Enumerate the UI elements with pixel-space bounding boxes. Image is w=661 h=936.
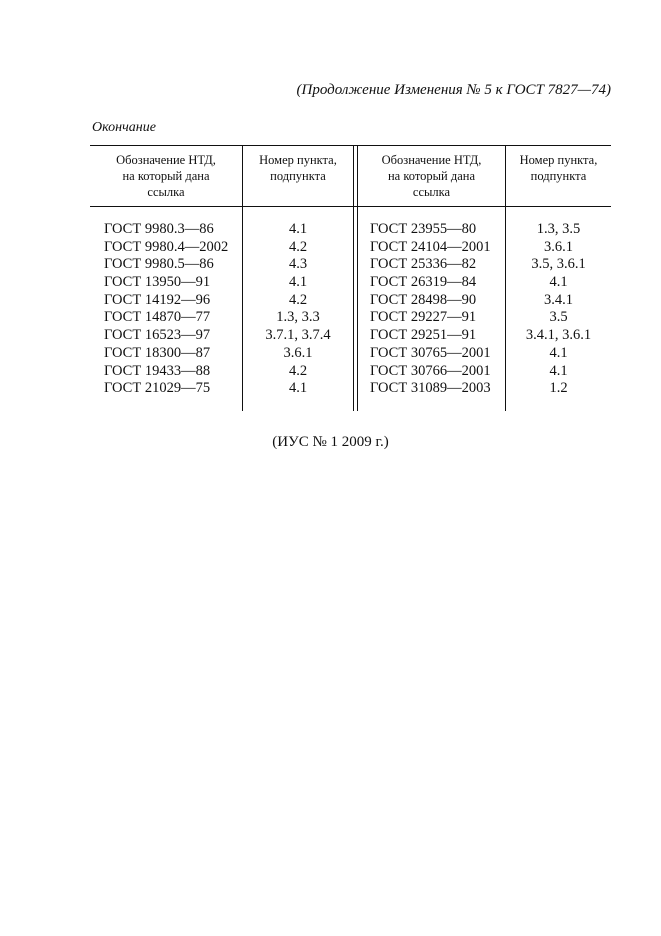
table-cell: 3.5, 3.6.1	[531, 256, 586, 273]
table-cell: ГОСТ 30766—2001	[370, 362, 491, 379]
table-cell: ГОСТ 19433—88	[104, 362, 211, 379]
table-cell: 3.6.1	[283, 344, 313, 361]
table-cell: 4.1	[549, 274, 568, 291]
table-cell: 4.1	[288, 274, 308, 291]
table-cell: ГОСТ 13950—91	[104, 274, 211, 291]
table-cell: ГОСТ 18300—87	[104, 344, 211, 361]
table-cell: ГОСТ 24104—2001	[370, 238, 491, 255]
table-cell: 3.4.1, 3.6.1	[525, 327, 592, 344]
right-points-column	[506, 221, 611, 398]
table-cell: ГОСТ 28498—90	[370, 291, 477, 308]
table-cell: 1.3, 3.5	[536, 221, 581, 237]
table-cell: 3.6.1	[544, 238, 573, 255]
header-line: подпункта	[270, 169, 326, 183]
header-line: на который дана	[387, 169, 476, 183]
left-references-column	[104, 221, 242, 398]
table-cell: ГОСТ 16523—97	[104, 327, 211, 344]
table-cell: ГОСТ 26319—84	[370, 274, 477, 291]
table-cell: ГОСТ 14870—77	[104, 309, 211, 326]
table-cell: ГОСТ 9980.4—2002	[104, 238, 229, 255]
continuation-note: (Продолжение Изменения № 5 к ГОСТ 7827—74)	[296, 82, 611, 98]
table-cell: ГОСТ 21029—75	[104, 380, 211, 397]
table-cell: ГОСТ 14192—96	[104, 291, 211, 308]
header-line: ссылка	[412, 185, 451, 199]
header-cell-ntd-left	[90, 152, 242, 200]
table-cell: 4.1	[288, 380, 308, 397]
header-line: подпункта	[530, 169, 587, 183]
table-cell: 4.2	[288, 238, 308, 255]
header-line: ссылка	[147, 185, 185, 199]
table-cell: 1.2	[549, 380, 568, 397]
table-cell: 4.3	[288, 256, 308, 273]
table-cell: ГОСТ 9980.3—86	[104, 221, 214, 237]
header-line: Обозначение НТД,	[381, 153, 482, 167]
table-cell: 3.5	[549, 309, 568, 326]
table-cell: 4.2	[288, 362, 308, 379]
header-line: Обозначение НТД,	[116, 153, 216, 167]
table-cell: 1.3, 3.3	[276, 309, 320, 326]
ending-label: Окончание	[92, 120, 156, 135]
table-top-rule	[90, 145, 611, 146]
ius-reference: (ИУС № 1 2009 г.)	[272, 434, 389, 450]
header-line: на который дана	[122, 169, 210, 183]
table-cell: 4.1	[549, 362, 568, 379]
table-cell: ГОСТ 23955—80	[370, 221, 477, 237]
table-cell: 4.2	[288, 291, 308, 308]
header-cell-point-left	[243, 152, 353, 184]
table-cell: 4.1	[549, 344, 568, 361]
header-line: Номер пункта,	[519, 153, 598, 167]
table-cell: ГОСТ 31089—2003	[370, 380, 491, 397]
header-cell-ntd-right	[358, 152, 505, 200]
header-line: Номер пункта,	[259, 153, 337, 167]
references-table	[90, 145, 611, 411]
right-references-column	[370, 221, 505, 398]
table-cell: ГОСТ 25336—82	[370, 256, 477, 273]
table-cell: 3.7.1, 3.7.4	[265, 327, 331, 344]
table-cell: ГОСТ 29251—91	[370, 327, 477, 344]
table-cell: ГОСТ 30765—2001	[370, 344, 491, 361]
table-header-rule	[90, 206, 611, 207]
column-divider-double-left	[353, 145, 354, 411]
header-cell-point-right	[506, 152, 611, 184]
table-cell: 4.1	[288, 221, 308, 237]
table-cell: ГОСТ 29227—91	[370, 309, 477, 326]
table-cell: ГОСТ 9980.5—86	[104, 256, 214, 273]
left-points-column	[243, 221, 353, 398]
table-cell: 3.4.1	[544, 291, 573, 308]
